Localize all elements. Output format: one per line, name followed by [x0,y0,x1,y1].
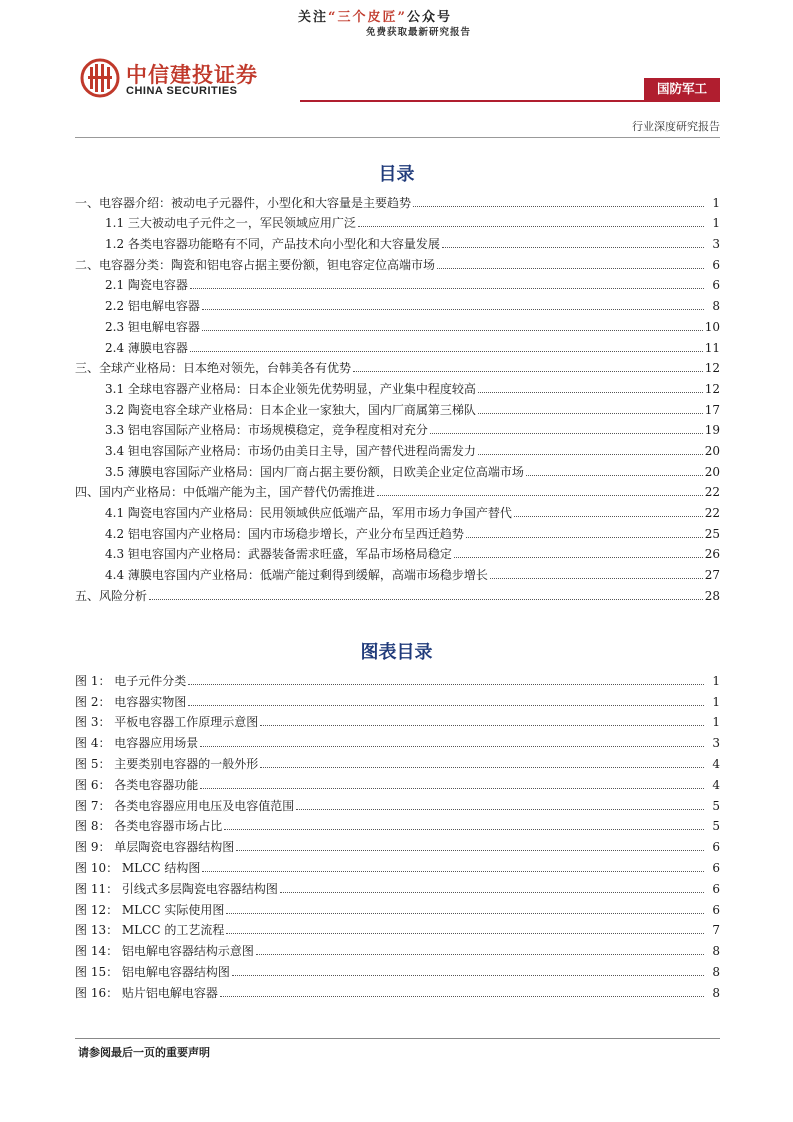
dot-leader [220,996,704,997]
sector-tag: 国防军工 [644,78,720,100]
dot-leader [224,829,704,830]
toc-entry-page: 1 [712,216,720,231]
figure-entry-text: 图 8： 各类电容器市场占比 [75,819,223,834]
figure-entry[interactable] [75,938,720,959]
figure-entry-page: 7 [712,923,720,938]
toc-entry-text: 四、国内产业格局：中低端产能为主，国产替代仍需推进 [75,485,376,500]
dot-leader [226,913,704,914]
toc-entry-page: 11 [704,340,720,355]
toc-entry-page: 25 [704,526,720,541]
figure-entry-text: 图 10： MLCC 结构图 [75,860,201,875]
figure-entry-text: 图 2： 电容器实物图 [75,694,187,709]
dot-leader [260,767,704,768]
figure-entry-text: 图 13： MLCC 的工艺流程 [75,923,225,938]
toc-entry-text: 2.1 陶瓷电容器 [105,278,188,293]
dot-leader [478,413,703,414]
toc-entry[interactable] [75,583,720,604]
figure-entry-page: 8 [712,985,720,1000]
dot-leader [200,788,704,789]
toc-entry-page: 28 [704,588,720,603]
figure-entry-text: 图 11： 引线式多层陶瓷电容器结构图 [75,881,278,896]
figure-entry-page: 1 [712,715,720,730]
dot-leader [358,226,704,227]
toc-entry-text: 4.3 钽电容国内产业格局：武器装备需求旺盛，军品市场格局稳定 [105,547,452,562]
figure-entry-page: 8 [712,964,720,979]
toc-entry-text: 4.2 铝电容国内产业格局：国内市场稳步增长，产业分布呈西迁趋势 [105,526,464,541]
toc-entry-text: 1.2 各类电容器功能略有不同，产品技术向小型化和大容量发展 [105,237,440,252]
figure-entry[interactable] [75,876,720,897]
figure-entry-page: 1 [712,673,720,688]
dot-leader [377,495,703,496]
dot-leader [430,433,703,434]
toc-entry[interactable] [75,356,720,377]
toc-entry-text: 2.3 钽电解电容器 [105,319,200,334]
toc-entry-page: 22 [704,506,720,520]
dot-leader [190,288,704,289]
dot-leader [256,954,704,955]
toc-entry[interactable] [75,397,720,418]
dot-leader [454,557,703,558]
figure-entry[interactable] [75,834,720,855]
toc-entry[interactable] [75,500,720,521]
disclaimer-note: 请参阅最后一页的重要声明 [78,1046,210,1059]
toc-entry-page: 22 [704,485,720,500]
banner-suffix: 公众号 [406,10,452,25]
toc-entry[interactable] [75,459,720,480]
toc-entry-text: 3.4 钽电容国际产业格局：市场仍由美日主导，国产替代进程尚需发力 [105,443,476,458]
toc-entry[interactable] [75,542,720,563]
dot-leader [413,206,704,207]
toc-entry[interactable] [75,293,720,314]
figure-entry-page: 8 [712,944,720,959]
figure-entry-page: 6 [712,840,720,855]
toc-entry[interactable] [75,252,720,273]
figure-entry-text: 图 14： 铝电解电容器结构示意图 [75,944,254,959]
figure-entry[interactable] [75,918,720,939]
dot-leader [232,975,704,976]
dot-leader [490,578,703,579]
figure-entry[interactable] [75,855,720,876]
figure-list [75,668,720,1001]
figure-entry[interactable] [75,689,720,710]
dot-leader [202,309,704,310]
figure-entry[interactable] [75,730,720,751]
footer-divider [75,1038,720,1039]
toc-entry-text: 1.1 三大被动电子元件之一，军民领域应用广泛 [105,216,356,231]
dot-leader [188,705,704,706]
toc-entry-page: 12 [704,361,720,376]
figure-entry-text: 图 9： 单层陶瓷电容器结构图 [75,840,235,855]
banner-subline: 免费获取最新研究报告 [366,27,472,38]
dot-leader [226,933,704,934]
dot-leader [353,371,703,372]
figure-entry[interactable] [75,959,720,980]
figure-entry[interactable] [75,814,720,835]
figure-entry-text: 图 15： 铝电解电容器结构图 [75,964,230,979]
dot-leader [260,725,704,726]
dot-leader [190,351,703,352]
toc-entry[interactable] [75,211,720,232]
toc-title: 目录 [378,164,415,185]
toc-entry-text: 3.3 铝电容国际产业格局：市场规模稳定，竞争程度相对充分 [105,423,428,438]
toc-entry-page: 6 [712,257,720,272]
toc-entry[interactable] [75,190,720,211]
toc-entry-page: 8 [712,299,720,314]
toc-entry[interactable] [75,521,720,542]
toc-entry-text: 三、全球产业格局：日本绝对领先，台韩美各有优势 [75,361,352,376]
dot-leader [442,247,704,248]
toc-entry-text: 4.1 陶瓷电容国内产业格局：民用领域供应低端产品，军用市场力争国产替代 [105,506,512,520]
figure-list-title: 图表目录 [360,642,433,663]
dot-leader [188,684,704,685]
banner-highlight: “三个皮匠” [328,10,407,25]
figure-entry-page: 4 [712,777,720,792]
figure-entry-text: 图 12： MLCC 实际使用图 [75,902,225,917]
dot-leader [236,850,704,851]
toc-entry[interactable] [75,231,720,252]
figure-entry-text: 图 3： 平板电容器工作原理示意图 [75,715,259,730]
figure-entry-page: 1 [712,694,720,709]
figure-entry[interactable] [75,751,720,772]
figure-entry-text: 图 4： 电容器应用场景 [75,736,199,751]
toc-entry-text: 3.1 全球电容器产业格局：日本企业领先优势明显，产业集中程度较高 [105,381,476,396]
dot-leader [149,599,703,600]
dot-leader [200,746,704,747]
toc-entry-page: 20 [704,464,720,479]
toc-entry-text: 二、电容器分类：陶瓷和铝电容占据主要份额，钽电容定位高端市场 [75,257,436,272]
header-rule [300,100,720,102]
dot-leader [280,892,704,893]
figure-entry-page: 6 [712,881,720,896]
figure-entry[interactable] [75,897,720,918]
citic-logo-icon [80,58,120,98]
figure-entry-page: 6 [712,902,720,917]
toc-entry-text: 3.2 陶瓷电容全球产业格局：日本企业一家独大，国内厂商属第三梯队 [105,402,476,417]
toc-entry-page: 27 [704,568,720,583]
toc-entry-text: 2.2 铝电解电容器 [105,299,200,314]
toc-entry-page: 20 [704,443,720,458]
toc-entry-page: 1 [712,195,720,210]
toc-entry[interactable] [75,273,720,294]
logo-english-name: CHINA SECURITIES [126,85,238,97]
toc-entry-text: 2.4 薄膜电容器 [105,340,188,355]
dot-leader [296,809,704,810]
toc-entry-page: 26 [704,547,720,562]
figure-entry-text: 图 1： 电子元件分类 [75,673,187,688]
figure-entry[interactable] [75,710,720,731]
toc-entry-page: 10 [704,319,720,334]
toc-entry-text: 五、风险分析 [75,588,148,603]
company-logo [80,58,260,102]
figure-entry-text: 图 16： 贴片铝电解电容器 [75,985,218,1000]
toc-entry-page: 3 [712,237,720,252]
toc-entry-page: 19 [704,423,720,438]
figure-entry[interactable] [75,980,720,1001]
toc-entry-text: 一、电容器介绍：被动电子元器件，小型化和大容量是主要趋势 [75,195,412,210]
figure-entry-text: 图 7： 各类电容器应用电压及电容值范围 [75,798,295,813]
toc-list [75,190,720,604]
dot-leader [202,330,703,331]
report-type: 行业深度研究报告 [632,120,720,133]
figure-entry-page: 5 [712,819,720,834]
toc-entry[interactable] [75,335,720,356]
dot-leader [437,268,704,269]
toc-entry[interactable] [75,418,720,439]
header-divider [75,137,720,138]
toc-entry[interactable] [75,438,720,459]
banner-headline [298,6,452,25]
figure-entry[interactable] [75,772,720,793]
toc-entry-page: 17 [704,402,720,417]
toc-entry[interactable] [75,376,720,397]
toc-entry[interactable] [75,314,720,335]
dot-leader [202,871,704,872]
dot-leader [526,475,703,476]
logo-chinese-name: 中信建投证券 [126,63,258,87]
toc-entry-page: 6 [712,278,720,293]
dot-leader [466,537,703,538]
dot-leader [478,392,703,393]
toc-entry-text: 3.5 薄膜电容国际产业格局：国内厂商占据主要份额，日欧美企业定位高端市场 [105,464,524,479]
figure-entry-page: 4 [712,756,720,771]
figure-entry-text: 图 6： 各类电容器功能 [75,777,199,792]
figure-entry-page: 6 [712,860,720,875]
toc-entry-text: 4.4 薄膜电容国内产业格局：低端产能过剩得到缓解，高端市场稳步增长 [105,568,488,583]
figure-entry[interactable] [75,668,720,689]
figure-entry-page: 3 [712,736,720,751]
dot-leader [478,454,703,455]
figure-entry-page: 5 [712,798,720,813]
toc-entry[interactable] [75,562,720,583]
toc-entry-page: 12 [704,381,720,396]
dot-leader [514,516,703,517]
banner-prefix: 关注 [298,10,329,25]
toc-entry[interactable] [75,480,720,501]
figure-entry-text: 图 5： 主要类别电容器的一般外形 [75,756,259,771]
figure-entry[interactable] [75,793,720,814]
